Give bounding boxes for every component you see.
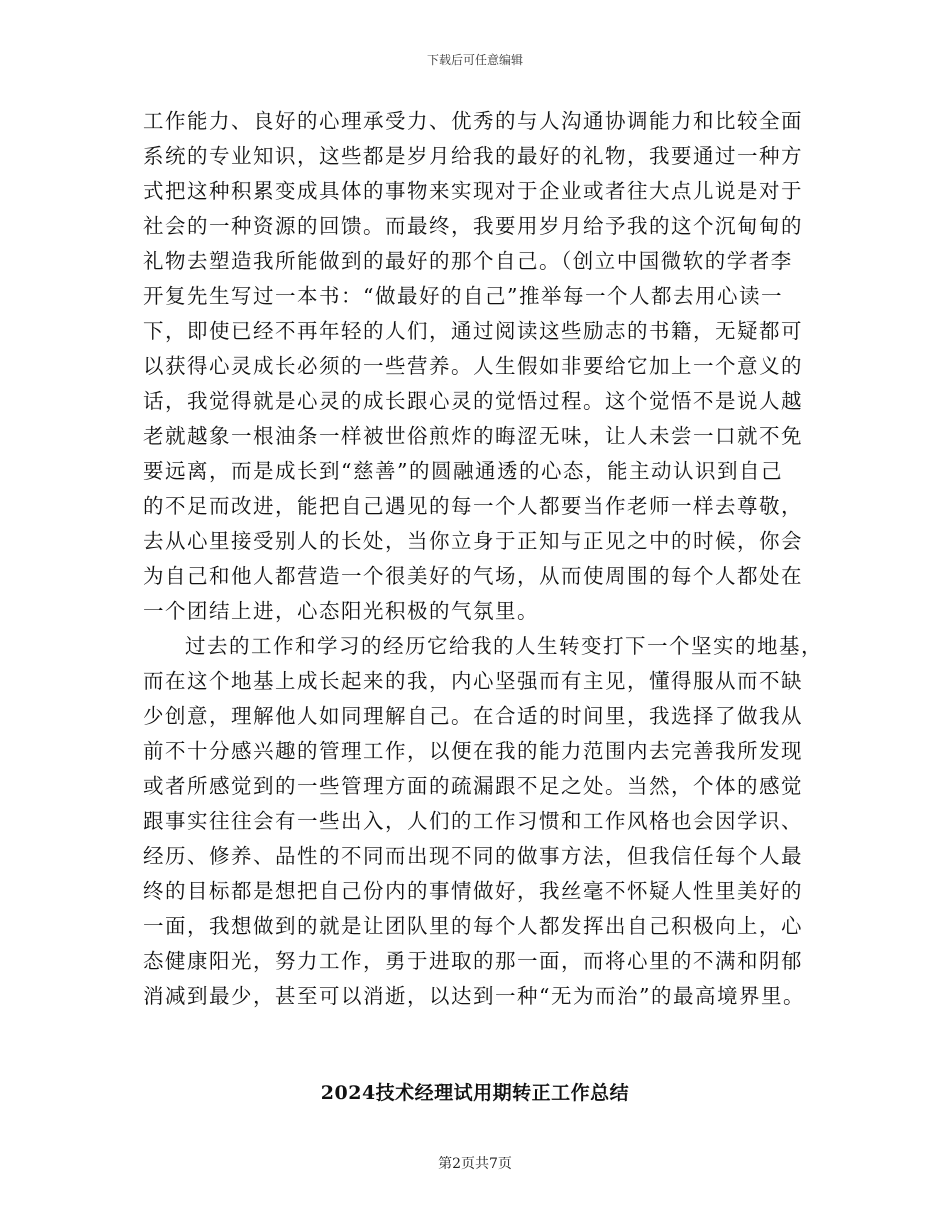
text-line: 经历、修养、品性的不同而出现不同的做事方法，但我信任每个人最 [143, 844, 803, 868]
body-text [143, 104, 823, 1014]
text-line: 态健康阳光，努力工作，勇于进取的那一面，而将心里的不满和阴郁 [143, 949, 803, 973]
text-line: 工作能力、良好的心理承受力、优秀的与人沟通协调能力和比较全面 [143, 109, 803, 133]
page-header: 下载后可任意编辑 [426, 53, 523, 67]
text-line: 而在这个地基上成长起来的我，内心坚强而有主见，懂得服从而不缺 [143, 669, 803, 693]
text-line: 礼物去塑造我所能做到的最好的那个自己。（创立中国微软的学者李 [143, 249, 793, 273]
text-line: 话，我觉得就是心灵的成长跟心灵的觉悟过程。这个觉悟不是说人越 [143, 389, 803, 413]
text-line: 跟事实往往会有一些出入，人们的工作习惯和工作风格也会因学识、 [143, 809, 803, 833]
text-line: 前不十分感兴趣的管理工作，以便在我的能力范围内去完善我所发现 [143, 739, 803, 763]
text-line: 系统的专业知识，这些都是岁月给我的最好的礼物，我要通过一种方 [143, 144, 803, 168]
text-line: 或者所感觉到的一些管理方面的疏漏跟不足之处。当然，个体的感觉 [143, 774, 803, 798]
text-line: 要远离，而是成长到“慈善”的圆融通透的心态，能主动认识到自己 [143, 459, 783, 483]
text-line: 消减到最少，甚至可以消逝，以达到一种“无为而治”的最高境界里。 [143, 984, 805, 1008]
text-line: 社会的一种资源的回馈。而最终，我要用岁月给予我的这个沉甸甸的 [143, 214, 803, 238]
text-line: 一个团结上进，心态阳光积极的气氛里。 [143, 599, 539, 623]
text-line: 开复先生写过一本书：“做最好的自己”推举每一个人都去用心读一 [143, 284, 783, 308]
text-line: 式把这种积累变成具体的事物来实现对于企业或者往大点儿说是对于 [143, 179, 803, 203]
text-line: 下，即使已经不再年轻的人们，通过阅读这些励志的书籍，无疑都可 [143, 319, 803, 343]
text-line: 为自己和他人都营造一个很美好的气场，从而使周围的每个人都处在 [143, 564, 803, 588]
text-line: 的不足而改进，能把自己遇见的每一个人都要当作老师一样去尊敬， [143, 494, 803, 518]
text-line: 终的目标都是想把自己份内的事情做好，我丝毫不怀疑人性里美好的 [143, 879, 803, 903]
text-line: 老就越象一根油条一样被世俗煎炸的晦涩无味，让人未尝一口就不免 [143, 424, 803, 448]
text-line: 一面，我想做到的就是让团队里的每个人都发挥出自己积极向上，心 [143, 914, 803, 938]
page-number: 第2页共7页 [438, 1156, 512, 1172]
text-line: 少创意，理解他人如同理解自己。在合适的时间里，我选择了做我从 [143, 704, 803, 728]
paragraph-first-line: 过去的工作和学习的经历它给我的人生转变打下一个坚实的地基， [185, 634, 823, 658]
section-title: 2024技术经理试用期转正工作总结 [320, 1082, 630, 1104]
text-line: 以获得心灵成长必须的一些营养。人生假如非要给它加上一个意义的 [143, 354, 803, 378]
text-line: 去从心里接受别人的长处，当你立身于正知与正见之中的时候，你会 [143, 529, 803, 553]
